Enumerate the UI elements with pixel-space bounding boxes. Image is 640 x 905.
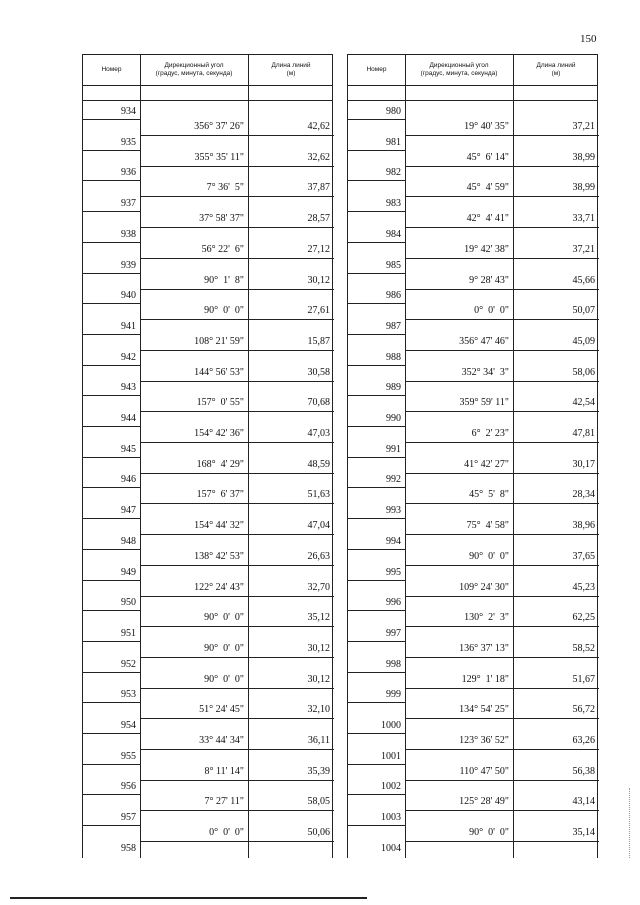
point-number: 988 (386, 351, 401, 363)
number-row-rule (83, 702, 140, 703)
direction-angle: 157° 0' 55" (196, 397, 244, 409)
line-length: 45,23 (572, 581, 595, 593)
number-row-rule (348, 211, 405, 212)
header-angle (140, 55, 248, 85)
segment-row-rule (140, 442, 334, 443)
number-row-rule (83, 825, 140, 826)
direction-angle: 355° 35' 11" (194, 151, 244, 163)
point-number: 993 (386, 505, 401, 517)
line-length: 47,04 (307, 520, 330, 532)
line-length: 37,65 (572, 550, 595, 562)
point-number: 947 (121, 505, 136, 517)
point-number: 985 (386, 259, 401, 271)
direction-angle: 352° 34' 3" (461, 366, 509, 378)
segment-row-rule (405, 565, 599, 566)
number-row-rule (83, 518, 140, 519)
direction-angle: 138° 42' 53" (194, 550, 244, 562)
direction-angle: 125° 28' 49" (459, 796, 509, 808)
direction-angle: 108° 21' 59" (194, 335, 244, 347)
direction-angle: 90° 0' 0" (469, 827, 509, 839)
segment-row-rule (405, 657, 599, 658)
point-number: 937 (121, 198, 136, 210)
direction-angle: 90° 0' 0" (204, 612, 244, 624)
line-length: 63,26 (572, 735, 595, 746)
direction-angle: 56° 22' 6" (201, 243, 244, 255)
number-row-rule (83, 395, 140, 396)
number-row-rule (83, 549, 140, 550)
direction-angle: 9° 28' 43" (469, 274, 509, 286)
header-length-line1: Длина линий (271, 62, 311, 69)
scan-edge-marks (629, 788, 632, 858)
line-length: 51,63 (307, 489, 330, 501)
segment-row-rule (140, 688, 334, 689)
point-number: 999 (386, 689, 401, 701)
direction-angle: 90° 0' 0" (469, 550, 509, 562)
direction-angle: 136° 37' 13" (459, 642, 509, 654)
line-length: 47,03 (307, 428, 330, 439)
direction-angle: 51° 24' 45" (199, 704, 244, 716)
point-number: 994 (386, 535, 401, 547)
point-number: 949 (121, 566, 136, 578)
point-number: 1002 (381, 781, 401, 793)
direction-angle: 90° 0' 0" (204, 305, 244, 317)
point-number: 1000 (381, 720, 401, 731)
number-row-rule (348, 580, 405, 581)
segment-row-rule (405, 381, 599, 382)
point-number: 951 (121, 627, 136, 639)
point-number: 990 (386, 413, 401, 424)
direction-angle: 37° 58' 37" (199, 213, 244, 225)
segment-row-rule (140, 473, 334, 474)
point-number: 982 (386, 167, 401, 179)
segment-row-rule (140, 289, 334, 290)
direction-angle: 7° 36' 5" (206, 182, 244, 194)
line-length: 58,06 (572, 366, 595, 378)
line-length: 26,63 (307, 550, 330, 562)
page-number: 150 (580, 33, 597, 45)
direction-angle: 90° 0' 0" (204, 642, 244, 654)
line-length: 32,62 (307, 151, 330, 163)
number-row-rule (348, 457, 405, 458)
segment-row-rule (405, 626, 599, 627)
number-row-rule (83, 426, 140, 427)
number-row-rule (83, 641, 140, 642)
direction-angle: 41° 42' 27" (464, 458, 509, 470)
direction-angle: 42° 4' 41" (466, 213, 509, 225)
direction-angle: 359° 59' 11" (459, 397, 509, 409)
header-angle-line1: Дирекционный угол (429, 62, 489, 69)
header-number: Номер (366, 66, 387, 73)
number-row-rule (348, 733, 405, 734)
segment-row-rule (140, 196, 334, 197)
line-length: 30,17 (572, 458, 595, 470)
line-length: 36,11 (307, 735, 330, 746)
line-length: 15,87 (307, 335, 330, 347)
header-angle-line1: Дирекционный угол (164, 62, 224, 69)
line-length: 38,96 (572, 520, 595, 532)
header-length (513, 55, 599, 85)
direction-angle: 45° 6' 14" (466, 151, 509, 163)
number-row-rule (83, 733, 140, 734)
segment-row-rule (140, 596, 334, 597)
bottom-rule (10, 897, 367, 899)
number-row-rule (348, 549, 405, 550)
direction-angle: 8° 11' 14" (204, 765, 244, 777)
number-row-rule (83, 672, 140, 673)
direction-angle: 157° 6' 37" (196, 489, 244, 501)
number-row-rule (348, 764, 405, 765)
segment-row-rule (140, 626, 334, 627)
point-number: 989 (386, 382, 401, 394)
point-number: 956 (121, 781, 136, 793)
direction-angle: 45° 5' 8" (469, 489, 509, 501)
number-row-rule (83, 487, 140, 488)
line-length: 47,81 (572, 428, 595, 439)
number-row-rule (348, 150, 405, 151)
line-length: 27,61 (307, 305, 330, 317)
line-length: 50,06 (307, 827, 330, 839)
header-rule (348, 100, 597, 101)
line-length: 30,58 (307, 366, 330, 378)
point-number: 957 (121, 812, 136, 824)
number-row-rule (83, 610, 140, 611)
direction-angle: 154° 44' 32" (194, 520, 244, 532)
segment-row-rule (140, 810, 334, 811)
point-number: 1003 (381, 812, 401, 824)
line-length: 38,99 (572, 182, 595, 194)
point-number: 935 (121, 136, 136, 148)
direction-angle: 129° 1' 18" (461, 673, 509, 685)
segment-row-rule (405, 473, 599, 474)
number-row-rule (348, 395, 405, 396)
segment-row-rule (405, 196, 599, 197)
point-number: 998 (386, 658, 401, 670)
point-number: 1001 (381, 750, 401, 762)
point-number: 942 (121, 351, 136, 363)
segment-row-rule (405, 319, 599, 320)
segment-row-rule (140, 319, 334, 320)
direction-angle: 123° 36' 52" (459, 735, 509, 746)
segment-row-rule (405, 503, 599, 504)
segment-row-rule (405, 780, 599, 781)
point-number: 955 (121, 750, 136, 762)
line-length: 70,68 (307, 397, 330, 409)
number-row-rule (83, 303, 140, 304)
line-length: 56,38 (572, 765, 595, 777)
segment-row-rule (405, 442, 599, 443)
line-length: 45,09 (572, 335, 595, 347)
direction-angle: 122° 24' 43" (194, 581, 244, 593)
point-number: 987 (386, 320, 401, 332)
line-length: 43,14 (572, 796, 595, 808)
segment-row-rule (405, 841, 599, 842)
point-number: 996 (386, 597, 401, 609)
line-length: 35,39 (307, 765, 330, 777)
direction-angle: 109° 24' 30" (459, 581, 509, 593)
number-row-rule (83, 794, 140, 795)
segment-row-rule (140, 411, 334, 412)
header-angle (405, 55, 513, 85)
line-length: 48,59 (307, 458, 330, 470)
segment-row-rule (405, 411, 599, 412)
segment-row-rule (140, 841, 334, 842)
header-angle-line2: (градус, минута, секунда) (155, 70, 233, 77)
number-row-rule (348, 303, 405, 304)
direction-angle: 154° 42' 36" (194, 428, 244, 439)
line-length: 62,25 (572, 612, 595, 624)
direction-angle: 130° 2' 3" (464, 612, 509, 624)
line-length: 32,10 (307, 704, 330, 716)
point-number: 954 (121, 720, 136, 731)
segment-row-rule (140, 565, 334, 566)
point-number: 992 (386, 474, 401, 486)
segment-row-rule (405, 258, 599, 259)
point-number: 984 (386, 228, 401, 240)
segment-row-rule (405, 688, 599, 689)
line-length: 37,21 (572, 243, 595, 255)
header-length-line1: Длина линий (536, 62, 576, 69)
segment-row-rule (140, 227, 334, 228)
point-number: 943 (121, 382, 136, 394)
segment-row-rule (405, 718, 599, 719)
header-angle-line2: (градус, минута, секунда) (420, 70, 498, 77)
point-number: 939 (121, 259, 136, 271)
segment-row-rule (405, 596, 599, 597)
number-row-rule (348, 487, 405, 488)
segment-row-rule (405, 810, 599, 811)
number-row-rule (348, 610, 405, 611)
line-length: 58,05 (307, 796, 330, 808)
point-number: 983 (386, 198, 401, 210)
segment-row-rule (405, 350, 599, 351)
line-length: 50,07 (572, 305, 595, 317)
segment-row-rule (405, 227, 599, 228)
number-row-rule (83, 365, 140, 366)
header-number: Номер (101, 66, 122, 73)
segment-row-rule (140, 503, 334, 504)
line-length: 30,12 (307, 642, 330, 654)
point-number: 986 (386, 290, 401, 302)
segment-row-rule (140, 166, 334, 167)
segment-row-rule (140, 749, 334, 750)
header-rule (83, 85, 332, 86)
direction-angle: 90° 1' 8" (204, 274, 244, 286)
point-number: 997 (386, 627, 401, 639)
line-length: 45,66 (572, 274, 595, 286)
segment-row-rule (140, 534, 334, 535)
line-length: 35,12 (307, 612, 330, 624)
point-number: 953 (121, 689, 136, 701)
direction-angle: 7° 27' 11" (204, 796, 244, 808)
number-row-rule (348, 518, 405, 519)
number-row-rule (83, 273, 140, 274)
segment-row-rule (405, 289, 599, 290)
number-row-rule (83, 180, 140, 181)
point-number: 991 (386, 443, 401, 455)
segment-row-rule (140, 135, 334, 136)
segment-row-rule (140, 657, 334, 658)
segment-row-rule (405, 166, 599, 167)
direction-angle: 33° 44' 34" (199, 735, 244, 746)
segment-row-rule (405, 534, 599, 535)
number-row-rule (348, 242, 405, 243)
point-number: 1004 (381, 842, 401, 854)
direction-angle: 0° 0' 0" (474, 305, 509, 317)
segment-row-rule (140, 350, 334, 351)
header-length-line2: (м) (551, 70, 561, 77)
number-row-rule (83, 764, 140, 765)
header-length-line2: (м) (286, 70, 296, 77)
line-length: 30,12 (307, 673, 330, 685)
line-length: 35,14 (572, 827, 595, 839)
line-length: 27,12 (307, 243, 330, 255)
line-length: 42,54 (572, 397, 595, 409)
point-number: 952 (121, 658, 136, 670)
point-number: 944 (121, 413, 136, 424)
point-number: 941 (121, 320, 136, 332)
line-length: 30,12 (307, 274, 330, 286)
segment-row-rule (140, 780, 334, 781)
point-number: 958 (121, 842, 136, 854)
number-row-rule (348, 365, 405, 366)
number-row-rule (348, 334, 405, 335)
number-row-rule (83, 334, 140, 335)
number-row-rule (348, 702, 405, 703)
number-row-rule (348, 672, 405, 673)
line-length: 33,71 (572, 213, 595, 225)
number-row-rule (348, 180, 405, 181)
line-length: 38,99 (572, 151, 595, 163)
direction-angle: 90° 0' 0" (204, 673, 244, 685)
point-number: 945 (121, 443, 136, 455)
point-number: 936 (121, 167, 136, 179)
number-row-rule (348, 119, 405, 120)
point-number: 938 (121, 228, 136, 240)
segment-row-rule (140, 381, 334, 382)
number-row-rule (83, 150, 140, 151)
segment-row-rule (140, 718, 334, 719)
direction-angle: 0° 0' 0" (209, 827, 244, 839)
number-row-rule (83, 580, 140, 581)
direction-angle: 75° 4' 58" (466, 520, 509, 532)
point-number: 981 (386, 136, 401, 148)
point-number: 934 (121, 106, 136, 117)
point-number: 948 (121, 535, 136, 547)
number-row-rule (348, 273, 405, 274)
table-header (83, 55, 332, 85)
number-row-rule (348, 825, 405, 826)
direction-angle: 19° 42' 38" (464, 243, 509, 255)
number-row-rule (348, 794, 405, 795)
number-row-rule (83, 457, 140, 458)
line-length: 28,57 (307, 213, 330, 225)
direction-angle: 110° 47' 50" (459, 765, 509, 777)
line-length: 37,21 (572, 121, 595, 132)
number-row-rule (83, 119, 140, 120)
direction-angle: 19° 40' 35" (464, 121, 509, 132)
line-length: 28,34 (572, 489, 595, 501)
point-number: 946 (121, 474, 136, 486)
direction-angle: 356° 37' 26" (194, 121, 244, 132)
point-number: 995 (386, 566, 401, 578)
line-length: 56,72 (572, 704, 595, 716)
line-length: 51,67 (572, 673, 595, 685)
header-length (248, 55, 334, 85)
point-number: 950 (121, 597, 136, 609)
header-rule (83, 100, 332, 101)
direction-angle: 144° 56' 53" (194, 366, 244, 378)
line-length: 58,52 (572, 642, 595, 654)
line-length: 42,62 (307, 121, 330, 132)
line-length: 37,87 (307, 182, 330, 194)
direction-angle: 134° 54' 25" (459, 704, 509, 716)
table-header (348, 55, 597, 85)
direction-angle: 356° 47' 46" (459, 335, 509, 347)
segment-row-rule (405, 135, 599, 136)
point-number: 940 (121, 290, 136, 302)
left-coordinates-table (82, 54, 333, 858)
number-row-rule (348, 426, 405, 427)
number-row-rule (83, 242, 140, 243)
header-rule (348, 85, 597, 86)
direction-angle: 6° 2' 23" (471, 428, 509, 439)
number-row-rule (83, 211, 140, 212)
segment-row-rule (405, 749, 599, 750)
line-length: 32,70 (307, 581, 330, 593)
right-coordinates-table (347, 54, 598, 858)
segment-row-rule (140, 258, 334, 259)
number-row-rule (348, 641, 405, 642)
direction-angle: 45° 4' 59" (466, 182, 509, 194)
direction-angle: 168° 4' 29" (196, 458, 244, 470)
point-number: 980 (386, 106, 401, 117)
